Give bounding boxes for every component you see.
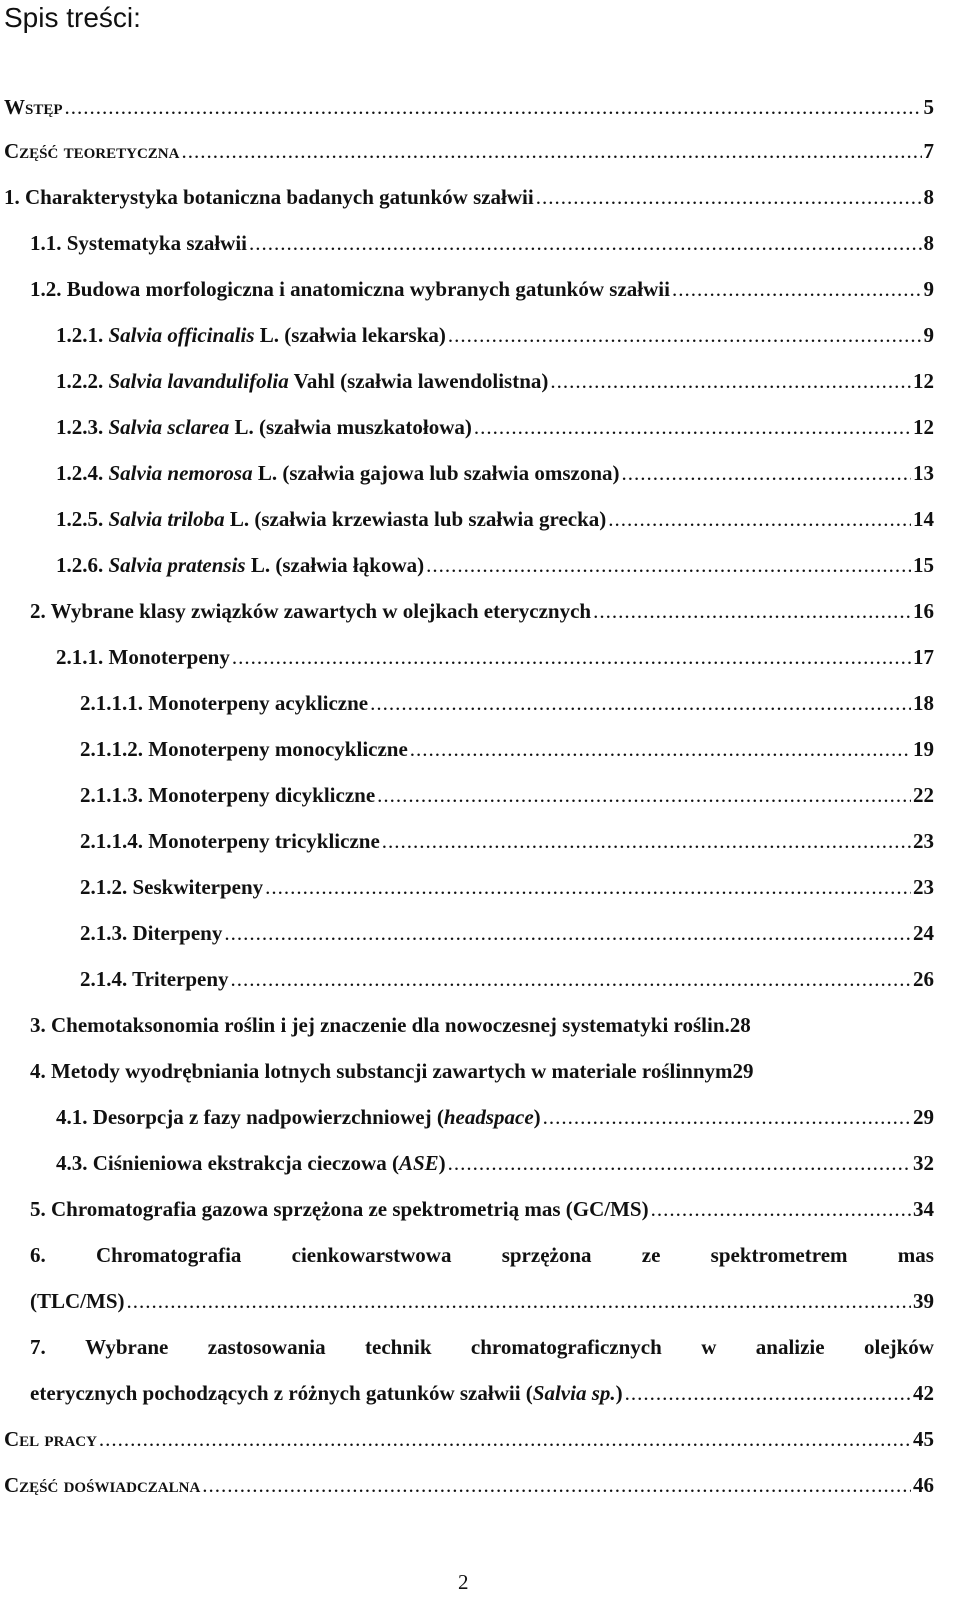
toc-entry-page: 5	[923, 95, 934, 119]
toc-entry-page: 45	[913, 1427, 934, 1451]
toc-entry-label: 1. Charakterystyka botaniczna badanych gatunków szałwii	[4, 185, 534, 209]
toc-word: analizie	[755, 1335, 825, 1359]
toc-entry-4-1[interactable]	[56, 1102, 934, 1132]
toc-entry-page: 42	[913, 1381, 934, 1405]
toc-entry-page: 29	[913, 1105, 934, 1129]
toc-entry-label: Cel pracy	[4, 1427, 97, 1451]
toc-word: mas	[897, 1243, 934, 1267]
toc-entry-label: 4.3. Ciśnieniowa ekstrakcja cieczowa (ASE)	[56, 1151, 446, 1175]
toc-entry-page: 12	[913, 415, 934, 439]
toc-entry-5[interactable]	[30, 1194, 934, 1224]
toc-word: spektrometrem	[710, 1243, 848, 1267]
toc-entry-page: 15	[913, 553, 934, 577]
toc-entry-page: 22	[913, 783, 934, 807]
toc-entry-label: 2.1.3. Diterpeny	[80, 921, 223, 945]
toc-entry-label: Wstęp	[4, 95, 63, 119]
toc-word: olejków	[863, 1335, 934, 1359]
toc-entry-2-1-1-1[interactable]	[80, 688, 934, 718]
toc-entry-page: 16	[913, 599, 934, 623]
toc-entry-1-2-6[interactable]	[56, 550, 934, 580]
toc-entry-4-3[interactable]	[56, 1148, 934, 1178]
toc-entry-label: 2. Wybrane klasy związków zawartych w olejkach eterycznych	[30, 599, 592, 623]
toc-word: 7.	[30, 1335, 46, 1359]
toc-entry-1-2-4[interactable]	[56, 458, 934, 488]
toc-word: Chromatografia	[95, 1243, 242, 1267]
toc-entry-label: 3. Chemotaksonomia roślin i jej znaczenie dla nowoczesnej systematyki roślin.	[30, 1013, 730, 1037]
toc-entry-2-1-2[interactable]	[80, 872, 934, 902]
toc-entry-1-2[interactable]	[30, 274, 934, 304]
toc-entry-1-2-3[interactable]	[56, 412, 934, 442]
toc-entry-label: 1.2.6. Salvia pratensis L. (szałwia łąkowa)	[56, 553, 425, 577]
toc-entry-label: 1.2.2. Salvia lavandulifolia Vahl (szałwia lawendolistna)	[56, 369, 549, 393]
toc-entry-label: 2.1.1. Monoterpeny	[56, 645, 230, 669]
toc-entry-label: 1.2.4. Salvia nemorosa L. (szałwia gajowa lub szałwia omszona)	[56, 461, 620, 485]
toc-word: ze	[641, 1243, 661, 1267]
toc-entry-page: 18	[913, 691, 934, 715]
toc-entry-page: 17	[913, 645, 934, 669]
toc-entry-label: 5. Chromatografia gazowa sprzężona ze spektrometrią mas (GC/MS)	[30, 1197, 649, 1221]
toc-entry-label: 1.2. Budowa morfologiczna i anatomiczna wybranych gatunków szałwii	[30, 277, 670, 301]
toc-entry-page: 13	[913, 461, 934, 485]
toc-entry-1-2-2[interactable]	[56, 366, 934, 396]
toc-word: 6.	[30, 1243, 46, 1267]
toc-entry-wstep[interactable]	[4, 92, 934, 122]
toc-entry-2-1-1-2[interactable]	[80, 734, 934, 764]
toc-entry-page: 24	[913, 921, 934, 945]
toc-entry-label: 1.2.5. Salvia triloba L. (szałwia krzewiasta lub szałwia grecka)	[56, 507, 607, 531]
toc-entry-page: 9	[923, 323, 934, 347]
toc-entry-label: 2.1.4. Triterpeny	[80, 967, 229, 991]
toc-entry-1[interactable]	[4, 182, 934, 212]
toc-entry-page: 26	[913, 967, 934, 991]
toc-entry-label: 1.2.1. Salvia officinalis L. (szałwia lekarska)	[56, 323, 446, 347]
toc-entry-page: 32	[913, 1151, 934, 1175]
toc-entry-1-2-1[interactable]	[56, 320, 934, 350]
toc-word: w	[701, 1335, 717, 1359]
toc-entry-page: 19	[913, 737, 934, 761]
toc-entry-label: eterycznych pochodzących z różnych gatunków szałwii (Salvia sp.)	[30, 1381, 623, 1405]
toc-entry-page: 7	[923, 139, 934, 163]
toc-word: zastosowania	[207, 1335, 326, 1359]
page-number: 2	[458, 1570, 469, 1594]
toc-entry-page: 12	[913, 369, 934, 393]
toc-entry-2-1-1[interactable]	[56, 642, 934, 672]
toc-entry-page: 23	[913, 829, 934, 853]
toc-entry-3[interactable]	[30, 1010, 934, 1040]
toc-entry-page: 46	[913, 1473, 934, 1497]
toc-entry-label: 2.1.1.4. Monoterpeny tricykliczne	[80, 829, 380, 853]
toc-entry-6[interactable]	[30, 1286, 934, 1316]
toc-entry-page: 9	[923, 277, 934, 301]
toc-word: cienkowarstwowa	[291, 1243, 452, 1267]
toc-entry-label: Część teoretyczna	[4, 139, 180, 163]
toc-entry-label: 1.1. Systematyka szałwii	[30, 231, 247, 255]
toc-entry-label: 4. Metody wyodrębniania lotnych substancji zawartych w materiale roślinnym	[30, 1059, 733, 1083]
toc-entry-2-1-4[interactable]	[80, 964, 934, 994]
toc-entry-6-line1[interactable]	[30, 1240, 934, 1270]
toc-word: sprzężona	[501, 1243, 592, 1267]
toc-entry-2-1-1-3[interactable]	[80, 780, 934, 810]
toc-word: Wybrane	[85, 1335, 169, 1359]
toc-entry-cel-pracy[interactable]	[4, 1424, 934, 1454]
toc-entry-page: 28	[729, 1013, 751, 1037]
toc-entry-label: 2.1.2. Seskwiterpeny	[80, 875, 264, 899]
toc-entry-label: 1.2.3. Salvia sclarea L. (szałwia muszkatołowa)	[56, 415, 472, 439]
toc-entry-label: Część doświadczalna	[4, 1473, 201, 1497]
toc-entry-page: 14	[913, 507, 934, 531]
toc-entry-czesc-teoretyczna[interactable]	[4, 136, 934, 166]
toc-entry-2[interactable]	[30, 596, 934, 626]
toc-entry-label: (TLC/MS)	[30, 1289, 125, 1313]
toc-entry-label: 4.1. Desorpcja z fazy nadpowierzchniowej (headspace)	[56, 1105, 541, 1129]
toc-entry-1-1[interactable]	[30, 228, 934, 258]
page-title: Spis treści:	[4, 2, 141, 33]
toc-entry-label: 2.1.1.1. Monoterpeny acykliczne	[80, 691, 369, 715]
toc-entry-1-2-5[interactable]	[56, 504, 934, 534]
toc-entry-label: 2.1.1.3. Monoterpeny dicykliczne	[80, 783, 376, 807]
toc-word: chromatograficznych	[470, 1335, 662, 1359]
toc-entry-7-line1[interactable]	[30, 1332, 934, 1362]
toc-entry-page: 8	[923, 231, 934, 255]
toc-entry-page: 34	[913, 1197, 934, 1221]
toc-entry-2-1-1-4[interactable]	[80, 826, 934, 856]
toc-entry-2-1-3[interactable]	[80, 918, 934, 948]
toc-entry-czesc-doswiadczalna[interactable]	[4, 1470, 934, 1500]
toc-entry-7[interactable]	[30, 1378, 934, 1408]
toc-word: technik	[365, 1335, 432, 1359]
toc-entry-page: 39	[913, 1289, 934, 1313]
toc-entry-page: 29	[732, 1059, 754, 1083]
toc-entry-page: 8	[923, 185, 934, 209]
toc-entry-label: 2.1.1.2. Monoterpeny monocykliczne	[80, 737, 408, 761]
toc-entry-4[interactable]	[30, 1056, 934, 1086]
toc-entry-page: 23	[913, 875, 934, 899]
